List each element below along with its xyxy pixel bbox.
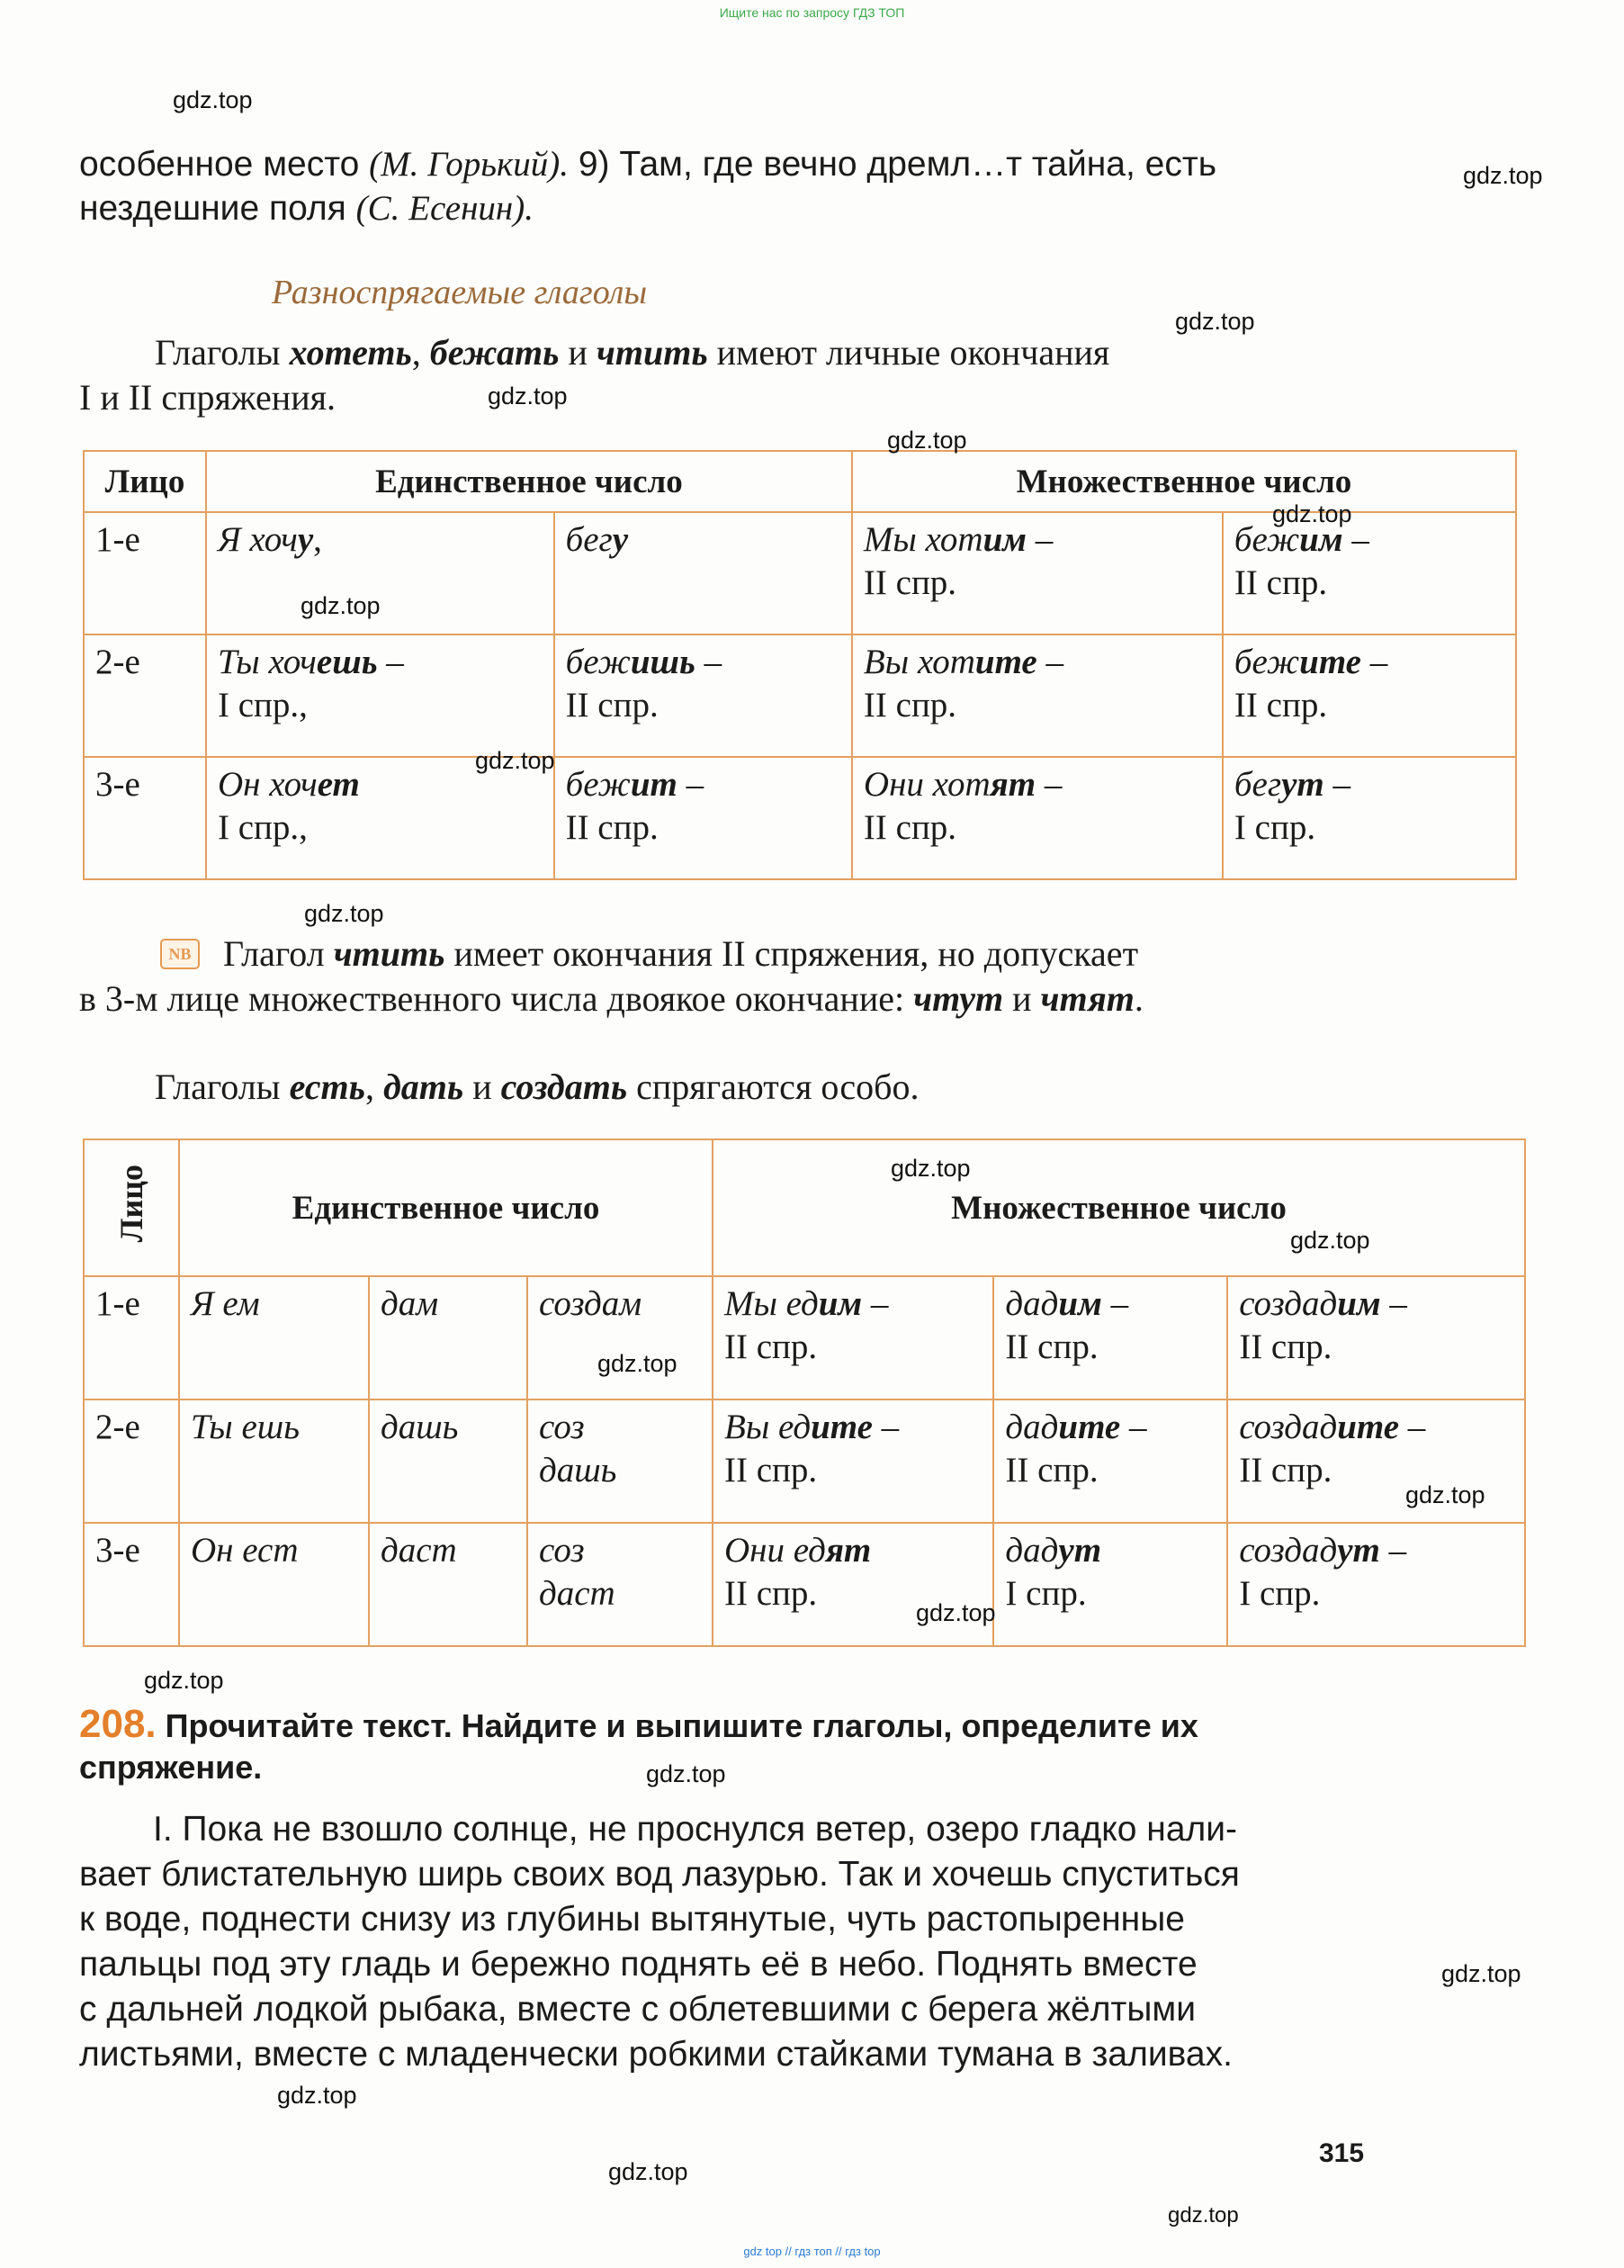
table-row — [84, 512, 1516, 634]
form-cell: бежишь – II спр. — [554, 634, 852, 757]
nb-text: . — [1134, 978, 1144, 1019]
nb-text: и — [1003, 978, 1041, 1019]
form-cell: Они едят II спр. — [713, 1523, 993, 1646]
watermark: gdz.top — [646, 1760, 726, 1787]
page-number: 315 — [1319, 2138, 1365, 2168]
rule-text: , — [411, 332, 430, 373]
watermark: gdz.top — [887, 427, 967, 454]
form-cell: Они хотят – II спр. — [852, 757, 1223, 879]
watermark: gdz.top — [475, 747, 555, 774]
form-cell: Я хочу, — [206, 512, 554, 634]
watermark: gdz.top — [488, 382, 568, 410]
section-title: Разноспрягаемые глаголы — [272, 274, 648, 311]
text-line: I. Пока не взошло солнце, не проснулся ветер, озеро гладко нали- — [153, 1810, 1238, 1849]
verb: чтить — [596, 332, 708, 373]
table-header-row — [84, 1139, 1525, 1276]
watermark: gdz.top — [608, 2158, 688, 2185]
watermark: gdz.top — [173, 86, 253, 113]
form-cell: создадим – II спр. — [1227, 1276, 1525, 1400]
watermark: gdz.top — [304, 900, 384, 927]
watermark: gdz.top — [1168, 2203, 1239, 2228]
person-cell: 2-е — [84, 634, 206, 757]
verb: создать — [500, 1066, 628, 1107]
nb-line-1 — [164, 932, 1138, 976]
header-person: Лицо — [84, 451, 206, 512]
conjugation-table-2 — [83, 1138, 1526, 1647]
text-line: пальцы под эту гладь и бережно поднять её в небо. Поднять вместе — [79, 1945, 1198, 1984]
form-cell: Он ест — [179, 1523, 369, 1646]
rule-text: и — [559, 332, 597, 373]
watermark: gdz.top — [1441, 1960, 1521, 1987]
text-line: с дальней лодкой рыбака, вместе с облетевшими с берега жёлтыми — [79, 1990, 1196, 2029]
table-row — [84, 1400, 1525, 1523]
intro-line-2 — [79, 186, 534, 230]
rule-text: имеют личные окончания — [707, 332, 1110, 373]
rule-text: , — [364, 1066, 383, 1107]
form-cell: соз дашь — [527, 1400, 713, 1523]
verb: чтить — [333, 933, 445, 974]
rule-2 — [155, 1065, 919, 1109]
exercise-number: 208. — [79, 1702, 157, 1746]
form-cell: создадите – II спр. — [1227, 1400, 1525, 1523]
form-cell: дадим – II спр. — [993, 1276, 1227, 1400]
person-cell: 1-е — [84, 1276, 179, 1400]
watermark: gdz.top — [1272, 500, 1352, 527]
form-cell: бежите – II спр. — [1223, 634, 1516, 757]
form-cell: Ты хочешь – I спр., — [206, 634, 554, 757]
rule-text: Глаголы — [155, 1066, 290, 1107]
header-singular: Единственное число — [179, 1139, 713, 1276]
watermark: gdz.top — [597, 1350, 677, 1377]
watermark: gdz.top — [916, 1599, 996, 1626]
form-cell: Мы едим – II спр. — [713, 1276, 993, 1400]
intro-text: 9) Там, где вечно дремл…т тайна, есть — [569, 145, 1217, 184]
header-plural: Множественное число — [713, 1139, 1525, 1276]
form-cell: бежит – II спр. — [554, 757, 852, 879]
form-cell: Он хочет I спр., — [206, 757, 554, 879]
person-cell: 1-е — [84, 512, 206, 634]
form-cell: дадите – II спр. — [993, 1400, 1227, 1523]
form-cell: создадут – I спр. — [1227, 1523, 1525, 1646]
rule-text: спрягаются особо. — [627, 1066, 920, 1107]
rule-1-line-2: I и II спряжения. — [79, 377, 336, 418]
form-cell: Вы едите – II спр. — [713, 1400, 993, 1523]
header-person: Лицо — [84, 1139, 179, 1276]
text-line: листьями, вместе с младенчески робкими стайками тумана в заливах. — [79, 2035, 1233, 2074]
form-cell: Вы хотите – II спр. — [852, 634, 1223, 757]
form-cell: бежим – II спр. — [1223, 512, 1516, 634]
header-note: Ищите нас по запросу ГДЗ ТОП — [719, 5, 905, 20]
watermark: gdz.top — [1175, 308, 1255, 335]
task-text: Прочитайте текст. Найдите и выпишите глаголы, определите их — [156, 1707, 1198, 1744]
nb-text: имеет окончания II спряжения, но допускает — [444, 933, 1139, 974]
form-cell: дам — [369, 1276, 527, 1400]
verb: бежать — [429, 332, 560, 373]
exercise-task — [79, 1704, 1198, 1788]
footer-note: gdz top // гдз топ // гдз top — [743, 2245, 881, 2258]
person-cell: 3-е — [84, 1523, 179, 1646]
table-row — [84, 1276, 1525, 1400]
form-cell: соз даст — [527, 1523, 713, 1646]
verb-form: чтят — [1040, 978, 1135, 1019]
text-line: к воде, поднести снизу из глубины вытянутые, чуть растопыренные — [79, 1900, 1185, 1939]
text-line: вает блистательную ширь своих вод лазурью. Так и хочешь спуститься — [79, 1855, 1240, 1894]
form-cell: бегу — [554, 512, 852, 634]
citation: (С. Есенин). — [355, 189, 534, 228]
form-cell: создам — [527, 1276, 713, 1400]
header-plural: Множественное число — [852, 451, 1516, 512]
form-cell: даст — [369, 1523, 527, 1646]
nb-badge: NB — [160, 939, 200, 969]
watermark: gdz.top — [301, 592, 381, 619]
verb: хотеть — [289, 332, 412, 373]
header-singular: Единственное число — [206, 451, 852, 512]
table-row — [84, 757, 1516, 879]
intro-text: особенное место — [79, 145, 370, 184]
table-row — [84, 1523, 1525, 1646]
verb: есть — [289, 1066, 365, 1107]
table-row — [84, 634, 1516, 757]
nb-text: в 3-м лице множественного числа двоякое окончание: — [79, 978, 914, 1019]
task-text: спряжение. — [79, 1749, 263, 1786]
intro-line-1 — [79, 142, 1216, 186]
form-cell: Мы хотим – II спр. — [852, 512, 1223, 634]
person-cell: 2-е — [84, 1400, 179, 1523]
person-cell: 3-е — [84, 757, 206, 879]
watermark: gdz.top — [891, 1155, 971, 1182]
nb-line-2 — [79, 976, 1144, 1021]
watermark: gdz.top — [144, 1667, 224, 1694]
form-cell: бегут – I спр. — [1223, 757, 1516, 879]
nb-text: Глагол — [223, 933, 334, 974]
intro-text: нездешние поля — [79, 189, 356, 228]
watermark: gdz.top — [1405, 1481, 1485, 1508]
watermark: gdz.top — [1463, 162, 1543, 189]
citation: (М. Горький). — [369, 145, 570, 184]
form-cell: дадут I спр. — [993, 1523, 1227, 1646]
watermark: gdz.top — [1290, 1227, 1370, 1254]
verb: дать — [382, 1066, 464, 1107]
form-cell: дашь — [369, 1400, 527, 1523]
verb-form: чтут — [913, 978, 1004, 1019]
exercise-text — [79, 1807, 1555, 2077]
rule-text: Глаголы — [155, 332, 290, 373]
rule-1-line-1 — [155, 330, 1109, 374]
watermark: gdz.top — [277, 2082, 357, 2109]
form-cell: Ты ешь — [179, 1400, 369, 1523]
rule-text: и — [463, 1066, 501, 1107]
form-cell: Я ем — [179, 1276, 369, 1400]
